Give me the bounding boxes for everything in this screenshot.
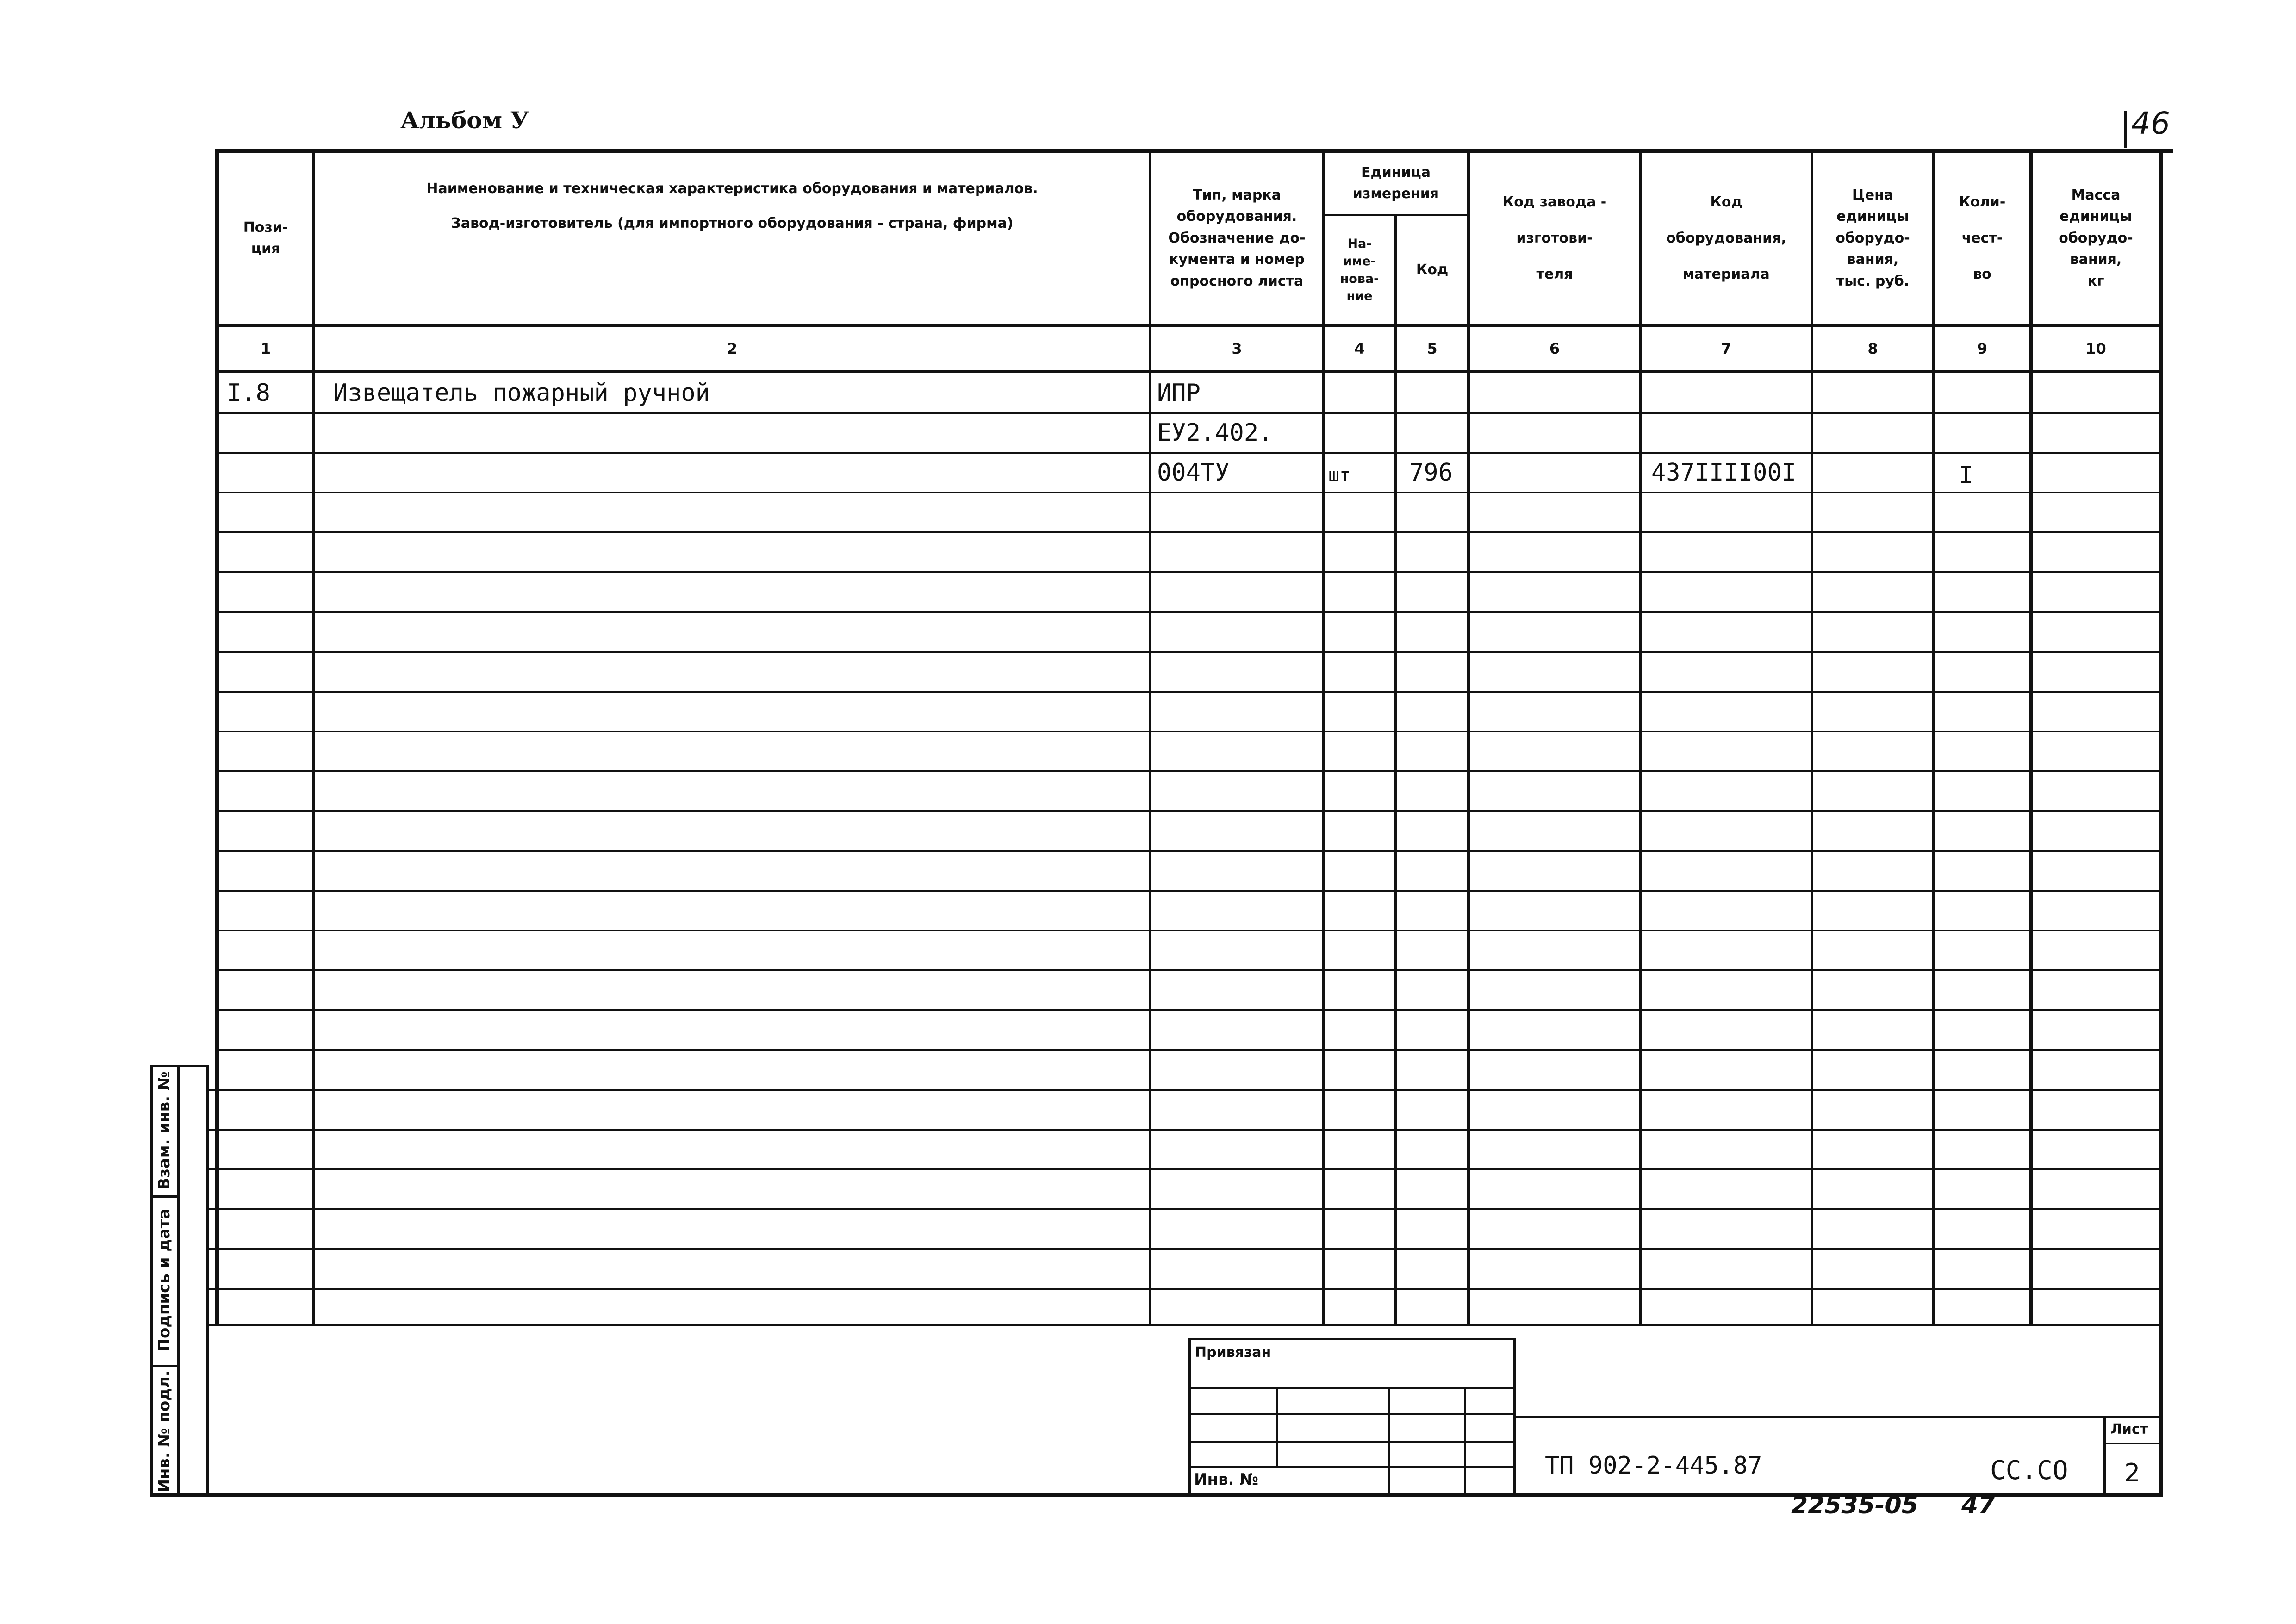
tb-sheet-sep: [2103, 1416, 2106, 1497]
row-line: [215, 571, 2163, 573]
row-line: [206, 1129, 2163, 1131]
row-line: [215, 770, 2163, 772]
header-price: Цена единицы оборудо- вания, тыс. руб.: [1836, 187, 1910, 289]
col-number-1: 1: [260, 340, 271, 357]
header-unit-name: На- име- нова- ние: [1340, 236, 1379, 304]
row3-unit-name: шт: [1328, 465, 1351, 486]
row-line: [206, 1089, 2163, 1091]
frame-top: [215, 149, 2173, 153]
header-name: Наименование и техническая характеристика оборудования и материалов. Завод-изготовитель (для импортного оборудования - страна, фирма): [426, 181, 1038, 231]
row2-type: ЕУ2.402.: [1157, 419, 1273, 447]
row-line: [215, 810, 2163, 812]
row-line: [206, 1288, 2163, 1290]
row-line: [215, 651, 2163, 653]
tb-grid-v2: [1388, 1387, 1390, 1497]
row3-unit-code: 796: [1409, 459, 1453, 487]
row-line: [206, 1208, 2163, 1210]
header-factory-code: Код завода - изготови- теля: [1502, 194, 1607, 282]
row-line: [215, 1009, 2163, 1011]
row1-position: I.8: [227, 379, 270, 407]
row-line: [215, 969, 2163, 971]
tb-grid-v3: [1464, 1387, 1466, 1497]
album-title: Альбом У: [400, 106, 529, 134]
row-line: [206, 1248, 2163, 1250]
col-number-6: 6: [1549, 340, 1560, 357]
row-line: [206, 1168, 2163, 1170]
stamp-outer-left: [150, 1065, 153, 1497]
tb-privyazan-line: [1188, 1387, 1516, 1389]
col-number-10: 10: [2085, 340, 2106, 357]
row3-equipment-code: 437IIII00I: [1651, 459, 1797, 487]
header-quantity: Коли- чест- во: [1959, 194, 2006, 282]
row-line: [215, 531, 2163, 533]
corner-page-number: 46: [2131, 106, 2170, 141]
stamp-podpis-data: Подпись и дата: [155, 1208, 174, 1352]
tb-privyazan-label: Привязан: [1195, 1344, 1271, 1361]
header-unit-group: Единица измерения: [1352, 164, 1439, 202]
header-unit-code: Код: [1416, 262, 1449, 278]
row-line: [215, 930, 2163, 931]
header-type: Тип, марка оборудования. Обозначение до- кумента и номер опросного листа: [1168, 187, 1306, 289]
stamp-inner-line: [177, 1065, 180, 1497]
tb-box-top: [1188, 1338, 1516, 1340]
header-mass: Масса единицы оборудо- вания, кг: [2059, 187, 2133, 289]
header-position: Пози- ция: [243, 219, 288, 257]
col-number-5: 5: [1427, 340, 1437, 357]
tb-mark: СС.СО: [1990, 1455, 2068, 1486]
col-number-7: 7: [1721, 340, 1732, 357]
table-bottom-line: [206, 1324, 2163, 1326]
tb-grid-h3: [1188, 1466, 1516, 1468]
row1-type: ИПР: [1157, 379, 1201, 407]
col-number-9: 9: [1977, 340, 1988, 357]
row-line: [215, 691, 2163, 693]
header-equipment-code: Код оборудования, материала: [1666, 194, 1786, 282]
tb-grid-v1: [1276, 1387, 1278, 1466]
tb-right-top: [1513, 1416, 2163, 1418]
tb-sheet-label: Лист: [2110, 1421, 2148, 1437]
col-number-4: 4: [1354, 340, 1365, 357]
row-line: [215, 890, 2163, 892]
tb-box-left: [1188, 1338, 1191, 1497]
row-line: [215, 731, 2163, 732]
tb-inv-no-label: Инв. №: [1194, 1470, 1259, 1489]
col-sep-4: [1394, 214, 1397, 1325]
col-number-8: 8: [1867, 340, 1878, 357]
row3-type: 004ТУ: [1157, 459, 1230, 487]
archive-page: 47: [1961, 1492, 1995, 1519]
tb-sheet-mid: [2103, 1443, 2163, 1444]
tb-doc-code: ТП 902-2-445.87: [1545, 1452, 1762, 1480]
col-number-2: 2: [727, 340, 738, 357]
row-line: [215, 611, 2163, 613]
archive-number: 22535-05: [1791, 1492, 1918, 1519]
row3-quantity: I: [1959, 462, 1973, 489]
frame-right: [2159, 149, 2163, 1497]
row-line: [215, 850, 2163, 852]
row1-name: Извещатель пожарный ручной: [333, 379, 710, 407]
stamp-vzam-inv: Взам. инв. №: [155, 1071, 174, 1190]
tb-grid-h1: [1188, 1413, 1516, 1415]
col-number-3: 3: [1232, 340, 1242, 357]
row-line: [215, 1049, 2163, 1051]
tb-grid-h2: [1188, 1441, 1516, 1443]
corner-mark: [2124, 111, 2127, 148]
stamp-inv-podl: Инв. № подл.: [155, 1370, 174, 1493]
tb-sheet-number: 2: [2124, 1458, 2140, 1487]
